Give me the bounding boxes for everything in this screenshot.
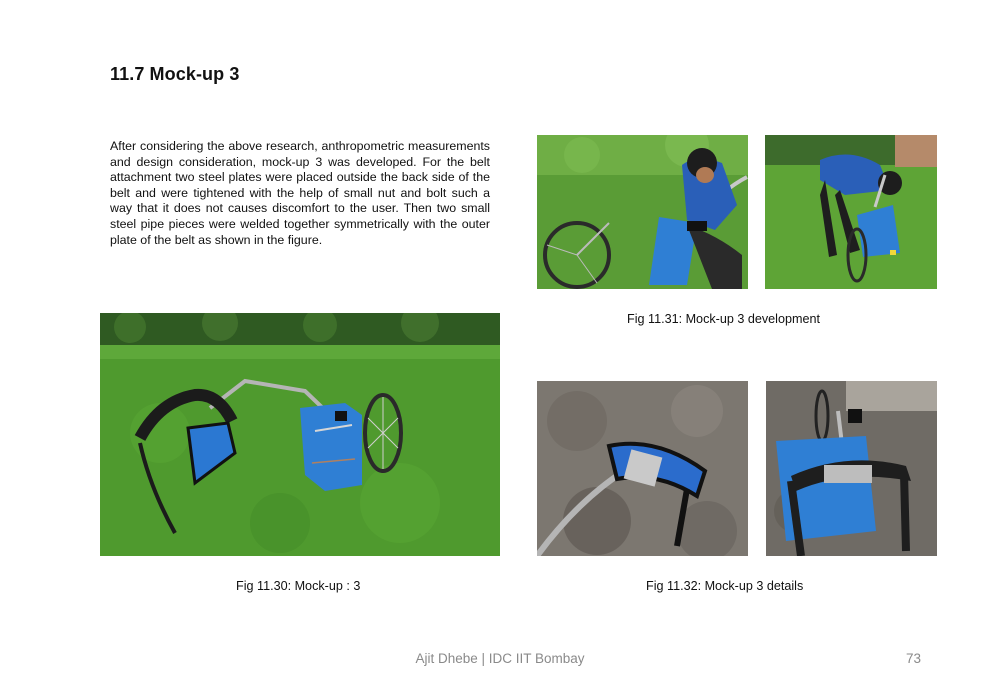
footer-credit: Ajit Dhebe | IDC IIT Bombay [415,651,585,666]
caption-fig-11-30: Fig 11.30: Mock-up : 3 [236,579,361,593]
section-heading: 11.7 Mock-up 3 [110,64,240,84]
photo-development-bending [765,135,937,289]
caption-fig-11-31: Fig 11.31: Mock-up 3 development [627,312,820,326]
page-number: 73 [906,651,922,666]
photo-tank-detail [766,381,937,556]
photo-mockup-3 [100,313,500,556]
body-paragraph: After considering the above research, anthropometric measurements and design consideration, mock-up 3 was developed. For the belt attachment two steel plates were placed outside the back side of the belt and were tightened with the help of small nut and bolt such a way that it does not causes discomfort to the user. Then two small steel pipe pieces were welded together symmetrically with the outer plate of the belt as shown in the figure. [110,139,490,247]
photo-belt-detail [537,381,748,556]
caption-fig-11-32: Fig 11.32: Mock-up 3 details [646,579,804,593]
photo-development-kneeling [537,135,748,289]
